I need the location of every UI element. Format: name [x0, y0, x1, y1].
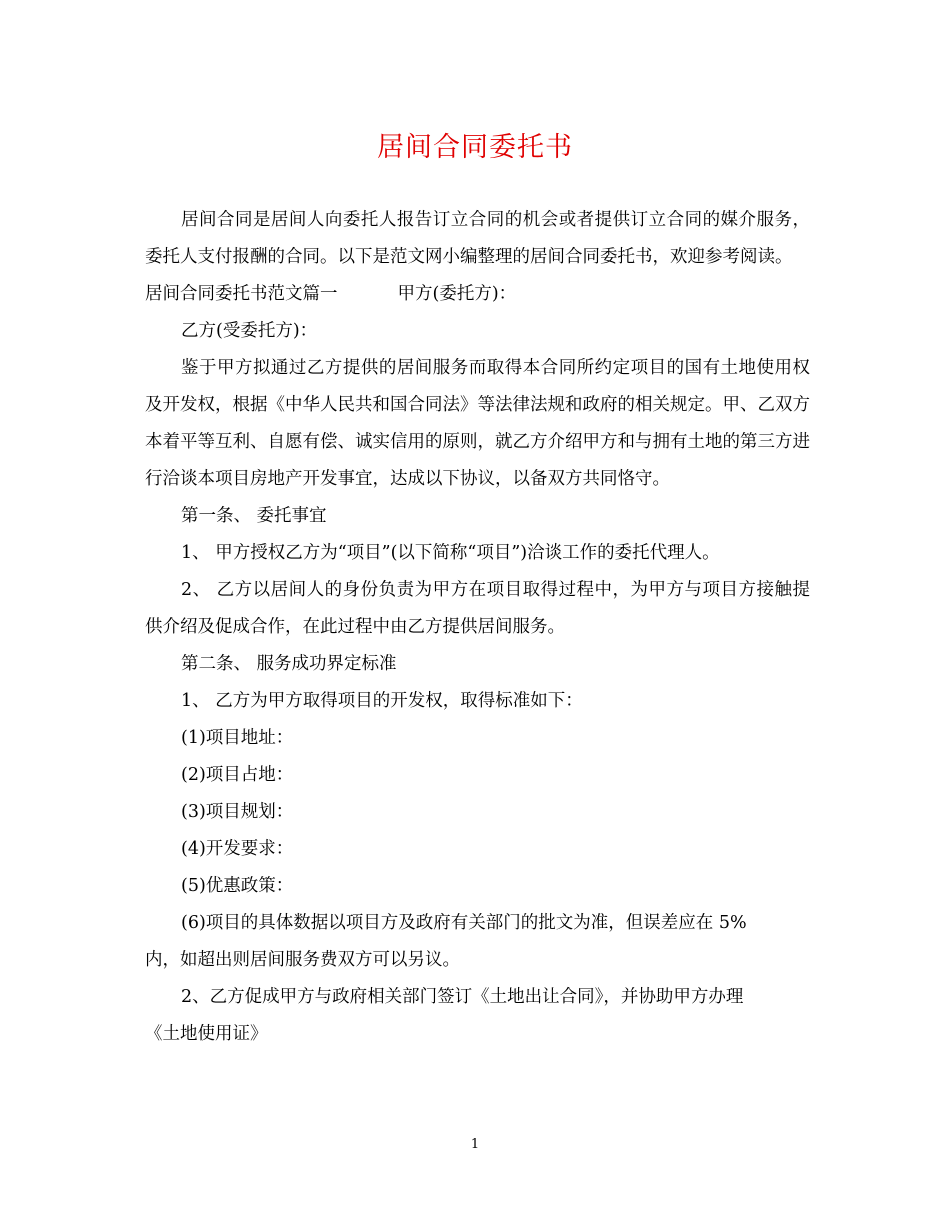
preamble-paragraph: 鉴于甲方拟通过乙方提供的居间服务而取得本合同所约定项目的国有土地使用权及开发权，根据《中华人民共和国合同法》等法律法规和政府的相关规定。甲、乙双方本着平等互利、自愿有偿、诚实信用的原则，就乙方介绍甲方和与拥有土地的第三方进行洽谈本项目房地产开发事宜，达成以下协议，以备双方共同恪守。 — [145, 358, 810, 489]
article-2-title: 第二条、 服务成功界定标准 — [181, 654, 397, 674]
article-1-title: 第一条、 委托事宜 — [181, 506, 327, 526]
intro-paragraph: 居间合同是居间人向委托人报告订立合同的机会或者提供订立合同的媒介服务，委托人支付报酬的合同。以下是范文网小编整理的居间合同委托书，欢迎参考阅读。 — [145, 210, 810, 267]
criteria-item: (4)开发要求： — [181, 839, 294, 859]
document-body — [145, 202, 810, 1053]
article-2-item-1: 1、 乙方为甲方取得项目的开发权，取得标准如下： — [181, 691, 583, 711]
criteria-6-line-1: (6)项目的具体数据以项目方及政府有关部门的批文为准，但误差应在 5% — [181, 913, 747, 933]
criteria-item: (3)项目规划： — [181, 802, 294, 822]
party-a-label: 甲方(委托方)： — [397, 284, 517, 304]
article-2-item-2-line-1: 2、乙方促成甲方与政府相关部门签订《土地出让合同》，并协助甲方办理 — [181, 987, 744, 1007]
criteria-item: (2)项目占地： — [181, 765, 294, 785]
article-2-item-2-line-2: 《土地使用证》 — [145, 1024, 268, 1044]
criteria-6-line-2: 内，如超出则居间服务费双方可以另议。 — [145, 950, 460, 970]
document-title: 居间合同委托书 — [377, 132, 573, 163]
section-heading-line — [145, 276, 810, 313]
page-number: 1 — [470, 1137, 480, 1152]
criteria-item: (1)项目地址： — [181, 728, 294, 748]
criteria-item: (5)优惠政策： — [181, 876, 294, 896]
section-heading: 居间合同委托书范文篇一 — [145, 284, 338, 304]
article-1-item-2: 2、 乙方以居间人的身份负责为甲方在项目取得过程中，为甲方与项目方接触提供介绍及促成合作，在此过程中由乙方提供居间服务。 — [145, 580, 810, 637]
article-1-item-1: 1、 甲方授权乙方为“项目”(以下简称“项目”)洽谈工作的委托代理人。 — [181, 543, 720, 563]
party-b-label: 乙方(受委托方)： — [181, 321, 318, 341]
